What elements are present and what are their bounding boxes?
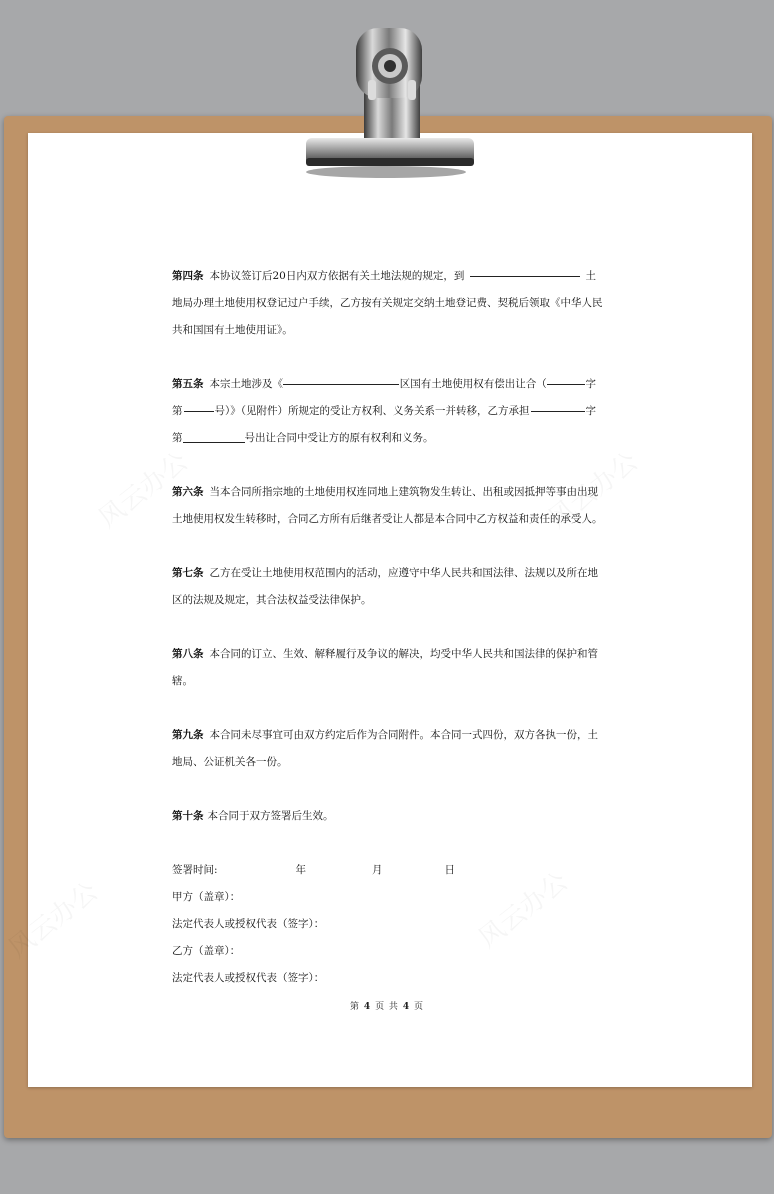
fill-in-blank[interactable] — [531, 398, 585, 412]
fill-in-blank[interactable] — [547, 371, 585, 385]
article-text — [172, 398, 596, 425]
article-label: 第六条 — [172, 486, 204, 498]
text-segment: 号）》（见附件）所规定的受让方权利、义务关系一并转移，乙方承担 — [214, 405, 530, 417]
signature-month: 月 — [372, 864, 383, 876]
article-text — [172, 668, 596, 695]
article-text — [172, 425, 596, 452]
text-segment: 字 — [585, 378, 596, 390]
text-segment: 本合同的订立、生效、解释履行及争议的解决，均受中华人民共和国法律的保护和管 — [209, 648, 598, 660]
text-segment: 区的法规及规定，其合法权益受法律保护。 — [172, 594, 372, 606]
fill-in-blank[interactable] — [283, 371, 399, 385]
text-segment: 地局办理土地使用权登记过户手续，乙方按有关规定交纳土地登记费、契税后领取《中华人民 — [172, 297, 603, 309]
article-8 — [172, 641, 596, 695]
signature-party-b[interactable]: 乙方（盖章）： — [172, 945, 241, 957]
article-line — [172, 668, 596, 695]
article-label: 第八条 — [172, 648, 204, 660]
article-label: 第七条 — [172, 567, 204, 579]
article-6 — [172, 479, 603, 533]
article-line — [172, 641, 596, 668]
article-text — [208, 641, 599, 668]
article-10 — [172, 803, 596, 830]
text-segment: 共和国国有土地使用证》。 — [172, 324, 293, 336]
article-line — [172, 803, 596, 830]
text-segment: 辖。 — [172, 675, 193, 687]
article-line — [172, 425, 596, 452]
text-segment: 本合同于双方签署后生效。 — [207, 810, 334, 822]
fill-in-blank[interactable] — [183, 429, 245, 443]
text-segment: 号出让合同中受让方的原有权利和义务。 — [244, 432, 434, 444]
article-text — [172, 749, 596, 776]
article-line — [172, 398, 596, 425]
article-label: 第五条 — [172, 378, 204, 390]
article-text — [172, 506, 603, 533]
text-segment: 土地使用权发生转移时，合同乙方所有后继者受让人都是本合同中乙方权益和责任的承受人。 — [172, 513, 603, 525]
signature-date-row — [172, 857, 596, 884]
signature-block — [172, 857, 596, 992]
signature-party-a[interactable]: 甲方（盖章）： — [172, 891, 241, 903]
article-text — [208, 479, 599, 506]
article-line — [172, 722, 596, 749]
article-label: 第九条 — [172, 729, 204, 741]
article-line — [172, 479, 596, 506]
article-text — [172, 290, 603, 317]
text-segment: 区国有土地使用权有偿出让合（ — [399, 378, 547, 390]
article-4 — [172, 263, 603, 344]
signature-year: 年 — [295, 864, 307, 876]
text-segment: 第 — [172, 405, 183, 417]
signature-time-label: 签署时间: — [172, 864, 218, 876]
article-line — [172, 290, 603, 317]
article-text — [172, 317, 596, 344]
article-line — [172, 317, 596, 344]
footer-page-number: 4 — [363, 1002, 372, 1012]
article-text — [208, 263, 597, 290]
signature-rep-b[interactable]: 法定代表人或授权代表（签字）： — [172, 972, 325, 984]
article-text — [208, 803, 597, 830]
text-segment: 地局、公证机关各一份。 — [172, 756, 288, 768]
article-line — [172, 506, 603, 533]
footer-total-pages: 4 — [402, 1002, 411, 1012]
page-footer — [0, 999, 774, 1012]
article-label: 第四条 — [172, 270, 204, 282]
article-text — [208, 560, 599, 587]
text-segment: 字 — [585, 405, 596, 417]
article-text — [172, 587, 596, 614]
article-line — [172, 263, 596, 290]
text-segment: 本宗土地涉及《 — [209, 378, 283, 390]
text-segment: 本合同未尽事宜可由双方约定后作为合同附件。本合同一式四份，双方各执一份，土 — [209, 729, 598, 741]
article-line — [172, 371, 596, 398]
article-5 — [172, 371, 596, 452]
footer-suffix: 页 — [413, 1002, 424, 1012]
text-segment: 第 — [172, 432, 183, 444]
text-segment: 乙方在受让土地使用权范围内的活动，应遵守中华人民共和国法律、法规以及所在地 — [209, 567, 598, 579]
fill-in-blank[interactable] — [470, 263, 580, 277]
article-label: 第十条 — [172, 810, 204, 822]
article-7 — [172, 560, 596, 614]
article-line — [172, 749, 596, 776]
text-segment: 当本合同所指宗地的土地使用权连同地上建筑物发生转让、出租或因抵押等事由出现 — [209, 486, 598, 498]
footer-prefix: 第 — [350, 1002, 361, 1012]
article-line — [172, 560, 596, 587]
article-text — [208, 371, 597, 398]
contract-body — [172, 263, 603, 992]
article-text — [208, 722, 599, 749]
signature-day: 日 — [444, 864, 456, 876]
footer-middle: 页 共 — [375, 1002, 399, 1012]
text-segment: 土 — [585, 270, 596, 282]
article-line — [172, 587, 596, 614]
text-segment: 本协议签订后20日内双方依据有关土地法规的规定，到 — [209, 270, 465, 282]
binder-clip-icon — [296, 22, 486, 182]
fill-in-blank[interactable] — [184, 398, 214, 412]
signature-rep-a[interactable]: 法定代表人或授权代表（签字）： — [172, 918, 325, 930]
article-9 — [172, 722, 596, 776]
